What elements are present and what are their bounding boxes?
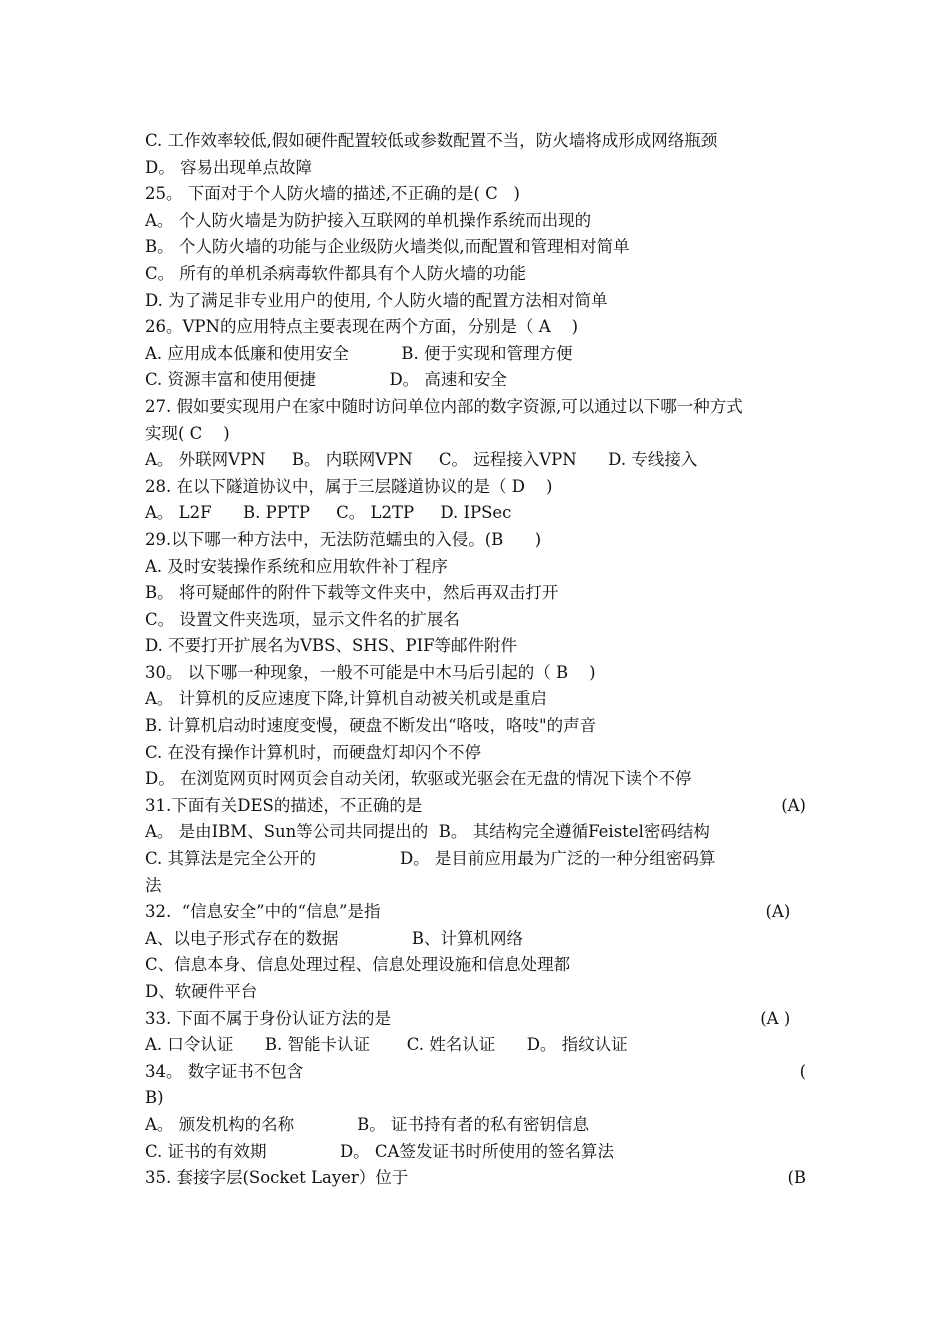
- line-text: B。 个人防火墙的功能与企业级防火墙类似,而配置和管理相对简单: [145, 237, 630, 257]
- text-line: [145, 873, 810, 900]
- line-text: C. 其算法是完全公开的 D。 是目前应用最为广泛的一种分组密码算: [145, 849, 716, 869]
- text-line: [145, 394, 810, 421]
- line-text: A。 个人防火墙是为防护接入互联网的单机操作系统而出现的: [145, 210, 592, 230]
- line-text: A. 及时安装操作系统和应用软件补丁程序: [145, 556, 448, 576]
- line-text: C. 资源丰富和使用便捷 D。 高速和安全: [145, 370, 507, 390]
- text-line: [145, 527, 810, 554]
- line-text: A. 口令认证 B. 智能卡认证 C. 姓名认证 D。 指纹认证: [145, 1035, 628, 1055]
- text-line: [145, 155, 810, 182]
- text-line: [145, 607, 810, 634]
- text-line: [145, 1139, 810, 1166]
- text-line: [145, 1085, 810, 1112]
- text-line: [145, 500, 810, 527]
- line-text: C。 设置文件夹选项，显示文件名的扩展名: [145, 609, 460, 629]
- text-line: [145, 1112, 810, 1139]
- line-text: C. 工作效率较低,假如硬件配置较低或参数配置不当，防火墙将成形成网络瓶颈: [145, 131, 718, 150]
- text-line: [145, 926, 810, 953]
- text-line: [145, 1059, 810, 1086]
- line-text: 29.以下哪一种方法中，无法防范蠕虫的入侵。(B ): [145, 529, 542, 549]
- line-text: 27. 假如要实现用户在家中随时访问单位内部的数字资源,可以通过以下哪一种方式: [145, 396, 743, 416]
- text-line: [145, 740, 810, 767]
- text-line: [145, 234, 810, 261]
- answer-key: (B: [787, 1168, 806, 1188]
- text-line: [145, 314, 810, 341]
- line-text: D。 在浏览网页时网页会自动关闭，软驱或光驱会在无盘的情况下读个不停: [145, 769, 692, 789]
- line-text: 30。 以下哪一种现象，一般不可能是中木马后引起的（ B ): [145, 662, 596, 682]
- line-text: 31.下面有关DES的描述，不正确的是: [145, 795, 423, 815]
- answer-key: (A): [781, 795, 806, 815]
- question-text-block: [145, 128, 810, 1192]
- text-line: [145, 1006, 810, 1033]
- line-text: 28. 在以下隧道协议中，属于三层隧道协议的是（ D ): [145, 476, 553, 496]
- line-text: D. 为了满足非专业用户的使用, 个人防火墙的配置方法相对简单: [145, 290, 608, 310]
- text-line: [145, 580, 810, 607]
- text-line: [145, 766, 810, 793]
- answer-key: (: [799, 1061, 806, 1081]
- line-text: B): [145, 1088, 164, 1108]
- text-line: [145, 713, 810, 740]
- line-text: C. 证书的有效期 D。 CA签发证书时所使用的签名算法: [145, 1141, 614, 1161]
- line-text: A。 计算机的反应速度下降,计算机自动被关机或是重启: [145, 689, 547, 709]
- text-line: [145, 952, 810, 979]
- text-line: [145, 288, 810, 315]
- text-line: [145, 1165, 810, 1192]
- line-text: A。 L2F B. PPTP C。 L2TP D. IPSec: [145, 503, 512, 523]
- text-line: [145, 979, 810, 1006]
- text-line: [145, 128, 810, 155]
- line-text: 35. 套接字层(Socket Layer）位于: [145, 1168, 409, 1188]
- text-line: [145, 341, 810, 368]
- line-text: 法: [145, 875, 162, 895]
- text-line: [145, 474, 810, 501]
- line-text: D. 不要打开扩展名为VBS、SHS、PIF等邮件附件: [145, 636, 518, 656]
- text-line: [145, 660, 810, 687]
- line-text: C。 所有的单机杀病毒软件都具有个人防火墙的功能: [145, 263, 526, 283]
- line-text: C. 在没有操作计算机时，而硬盘灯却闪个不停: [145, 742, 482, 762]
- text-line: [145, 793, 810, 820]
- line-text: A. 应用成本低廉和使用安全 B. 便于实现和管理方便: [145, 343, 573, 363]
- text-line: [145, 261, 810, 288]
- text-line: [145, 421, 810, 448]
- text-line: [145, 819, 810, 846]
- line-text: D、软硬件平台: [145, 982, 258, 1001]
- line-text: A、以电子形式存在的数据 B、计算机网络: [145, 928, 523, 948]
- text-line: [145, 1032, 810, 1059]
- line-text: 25。 下面对于个人防火墙的描述,不正确的是( C ): [145, 184, 520, 204]
- line-text: 26。VPN的应用特点主要表现在两个方面，分别是（ A ): [145, 317, 579, 337]
- line-text: 实现( C ): [145, 423, 230, 443]
- text-line: [145, 686, 810, 713]
- line-text: A。 颁发机构的名称 B。 证书持有者的私有密钥信息: [145, 1114, 589, 1134]
- text-line: [145, 181, 810, 208]
- line-text: 32. “信息安全”中的“信息”是指: [145, 902, 381, 922]
- text-line: [145, 208, 810, 235]
- text-line: [145, 633, 810, 660]
- answer-key: (A ): [760, 1008, 806, 1028]
- text-line: [145, 447, 810, 474]
- answer-key: (A): [765, 902, 806, 922]
- text-line: [145, 554, 810, 581]
- line-text: 34。 数字证书不包含: [145, 1061, 304, 1081]
- text-line: [145, 367, 810, 394]
- text-line: [145, 899, 810, 926]
- line-text: A。 是由IBM、Sun等公司共同提出的 B。 其结构完全遵循Feistel密码结构: [145, 822, 710, 842]
- line-text: C、信息本身、信息处理过程、信息处理设施和信息处理都: [145, 955, 571, 975]
- line-text: A。 外联网VPN B。 内联网VPN C。 远程接入VPN D. 专线接入: [145, 450, 698, 470]
- line-text: B. 计算机启动时速度变慢，硬盘不断发出“咯吱，咯吱"的声音: [145, 716, 597, 736]
- text-line: [145, 846, 810, 873]
- line-text: 33. 下面不属于身份认证方法的是: [145, 1008, 391, 1028]
- line-text: D。 容易出现单点故障: [145, 157, 312, 177]
- line-text: B。 将可疑邮件的附件下载等文件夹中，然后再双击打开: [145, 583, 559, 603]
